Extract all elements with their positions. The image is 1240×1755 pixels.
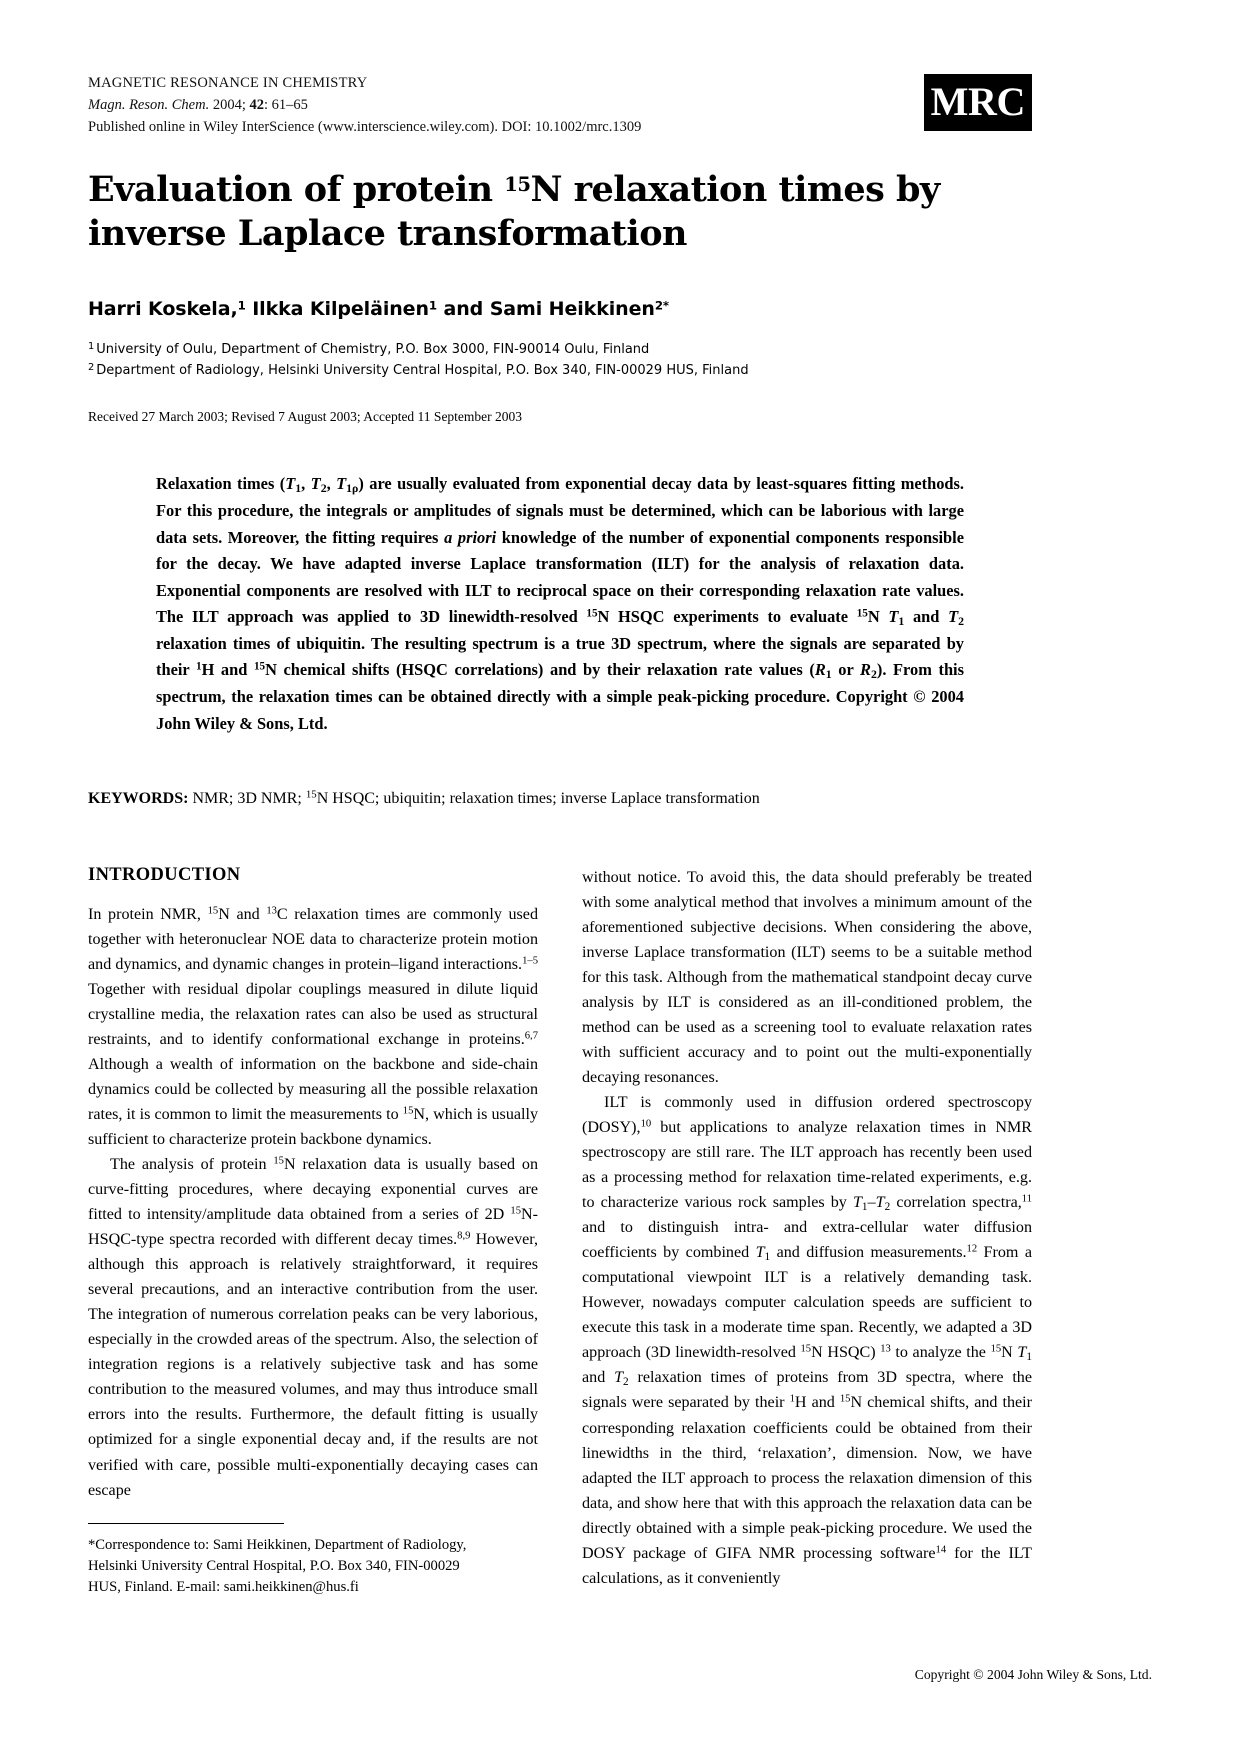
abstract-symbol-T2: T bbox=[310, 474, 321, 494]
title-part-2: N relaxation times by inverse Laplace transformation bbox=[88, 169, 940, 255]
left-column bbox=[88, 865, 538, 1598]
abstract-symbol-T1: T bbox=[888, 607, 899, 627]
paragraph bbox=[582, 1090, 1032, 1590]
abstract-seg: N chemical shifts (HSQC correlations) and by their relaxation rate values ( bbox=[265, 660, 815, 680]
text-seg: relaxation times of proteins from 3D spectra, where the signals were separated by their bbox=[582, 1369, 1032, 1412]
corresponding-author-asterisk: * bbox=[662, 298, 669, 313]
symbol-T1: T bbox=[755, 1244, 765, 1262]
citation-ref: 10 bbox=[640, 1118, 652, 1130]
left-column-body bbox=[88, 902, 538, 1502]
correspondence-footnote bbox=[88, 1535, 538, 1599]
abstract-sub: 1 bbox=[898, 614, 905, 629]
affiliation-list bbox=[88, 339, 1032, 381]
abstract-seg: and bbox=[904, 607, 949, 627]
author-3-affiliation-marker: 2 bbox=[654, 298, 663, 313]
paragraph bbox=[88, 1152, 538, 1502]
text-seg: and to distinguish intra- and extra-cellular water diffusion coefficients by combined bbox=[582, 1219, 1032, 1262]
published-online-line: Published online in Wiley InterScience (www.interscience.wiley.com). DOI: 10.1002/mrc.1309 bbox=[88, 119, 642, 136]
received-revised-accepted-line: Received 27 March 2003; Revised 7 August 2003; Accepted 11 September 2003 bbox=[88, 409, 523, 425]
abstract-isotope-15: 15 bbox=[253, 660, 266, 673]
text-seg: but applications to analyze relaxation times in NMR spectroscopy are still rare. The ILT approach has recently been used as a processing method for relaxation time-related experiments, e.g. to characterize various rock samples by bbox=[582, 1119, 1032, 1212]
keywords-isotope-15: 15 bbox=[305, 788, 317, 801]
citation-ref: 13 bbox=[880, 1343, 891, 1355]
abstract-isotope-15: 15 bbox=[586, 607, 598, 620]
footnote-line: *Correspondence to: Sami Heikkinen, Department of Radiology, bbox=[88, 1536, 467, 1553]
text-seg: N-HSQC-type spectra recorded with different decay times. bbox=[88, 1206, 538, 1249]
author-1-affiliation-marker: 1 bbox=[237, 298, 246, 313]
citation-ref: 6,7 bbox=[524, 1030, 538, 1042]
text-seg: and diffusion measurements. bbox=[770, 1244, 967, 1262]
abstract-sub: 2 bbox=[958, 614, 965, 629]
affiliation-marker: 1 bbox=[88, 341, 95, 353]
isotope-15-icon: 15 bbox=[990, 1343, 1002, 1355]
author-2-name: Ilkka Kilpeläinen bbox=[245, 298, 429, 321]
subscript: 2 bbox=[884, 1201, 891, 1214]
text-seg: N bbox=[1001, 1344, 1018, 1362]
abstract-sub: 1 bbox=[295, 481, 302, 496]
abstract-sub: 1ρ bbox=[346, 481, 359, 496]
symbol-T1: T bbox=[852, 1194, 862, 1212]
abstract-seg: or bbox=[831, 660, 861, 680]
abstract-seg: , bbox=[326, 474, 337, 494]
isotope-15-icon: 15 bbox=[800, 1343, 812, 1355]
page-title bbox=[88, 168, 1018, 256]
subscript: 1 bbox=[1026, 1351, 1032, 1364]
text-seg: and bbox=[582, 1369, 615, 1387]
isotope-15-icon: 15 bbox=[402, 1105, 414, 1117]
abstract-symbol-R1: R bbox=[814, 660, 826, 680]
affiliation-item bbox=[88, 339, 1032, 360]
text-seg: N relaxation data is usually based on curve-fitting procedures, where decaying exponential curves are fitted to intensity/amplitude data obtained from a series of 2D bbox=[88, 1156, 538, 1224]
text-seg: Although a wealth of information on the backbone and side-chain dynamics could be collected by measuring all the possible relaxation rates, it is common to limit the measurements to bbox=[88, 1056, 538, 1124]
abstract-italic-a-priori: a priori bbox=[444, 527, 497, 547]
text-seg: to analyze the bbox=[890, 1344, 991, 1362]
journal-issue-line bbox=[88, 94, 1032, 116]
abstract-sub: 2 bbox=[320, 481, 327, 496]
masthead-text bbox=[88, 72, 1032, 138]
keywords-label: KEYWORDS: bbox=[88, 790, 189, 808]
abstract-symbol-T1: T bbox=[285, 474, 296, 494]
citation-ref: 11 bbox=[1021, 1193, 1032, 1205]
citation-ref: 14 bbox=[935, 1544, 947, 1556]
subscript: 1 bbox=[764, 1251, 771, 1264]
right-column-body bbox=[582, 865, 1032, 1590]
section-heading-introduction: INTRODUCTION bbox=[88, 865, 241, 886]
abstract-sub: 2 bbox=[870, 667, 877, 682]
symbol-T1: T bbox=[1017, 1344, 1027, 1362]
right-column bbox=[582, 865, 1032, 1590]
paragraph: without notice. To avoid this, the data should preferably be treated with some analytical method that involves a minimum amount of the aforementioned subjective decisions. When considering the above, inverse Laplace transformation (ILT) seems to be a suitable method for this task. Although from the mathematical standpoint decay curve analysis by ILT is considered as an ill-conditioned problem, the method can be used as a screening tool to evaluate relaxation rates with sufficient accuracy and to point out the multi-exponentially decaying resonances. bbox=[582, 869, 1032, 1087]
affiliation-item bbox=[88, 360, 1032, 381]
author-3-name: Sami Heikkinen bbox=[489, 298, 655, 321]
author-2-affiliation-marker: 1 bbox=[428, 298, 437, 313]
affiliation-text: Department of Radiology, Helsinki University Central Hospital, P.O. Box 340, FIN-00029 HUS, Finland bbox=[96, 363, 749, 379]
abstract-seg: Relaxation times ( bbox=[156, 474, 286, 494]
abstract-seg: ). From this spectrum, the relaxation times can be obtained directly with a simple peak-picking procedure. Copyright © 2004 John Wiley & Sons, Ltd. bbox=[156, 660, 964, 733]
text-seg: The analysis of protein bbox=[110, 1156, 274, 1174]
symbol-T2: T bbox=[875, 1194, 885, 1212]
journal-abbrev: Magn. Reson. Chem. bbox=[88, 97, 210, 114]
symbol-T2: T bbox=[614, 1369, 624, 1387]
abstract-symbol-T2: T bbox=[948, 607, 959, 627]
abstract-seg: relaxation times of ubiquitin. The resulting spectrum is a true 3D spectrum, where the signals are separated by their bbox=[156, 633, 964, 680]
affiliation-marker: 2 bbox=[88, 362, 95, 374]
footnote-line: HUS, Finland. E-mail: sami.heikkinen@hus.fi bbox=[88, 1579, 359, 1596]
footnote-line: Helsinki University Central Hospital, P.O. Box 340, FIN-00029 bbox=[88, 1557, 460, 1574]
citation-ref: 12 bbox=[966, 1243, 978, 1255]
author-1-name: Harri Koskela, bbox=[88, 298, 238, 321]
citation-ref: 1–5 bbox=[522, 955, 538, 967]
page-footer-copyright: Copyright © 2004 John Wiley & Sons, Ltd. bbox=[914, 1667, 1152, 1682]
journal-volume: 42 bbox=[249, 97, 264, 114]
journal-name: MAGNETIC RESONANCE IN CHEMISTRY bbox=[88, 75, 368, 91]
abstract bbox=[156, 471, 964, 737]
abstract-isotope-15: 15 bbox=[856, 607, 868, 620]
isotope-15-icon: 15 bbox=[510, 1205, 522, 1217]
masthead bbox=[88, 72, 1032, 138]
abstract-symbol-T1rho: T bbox=[336, 474, 347, 494]
isotope-15-icon: 15 bbox=[839, 1393, 851, 1405]
text-seg: N, which is usually sufficient to characterize protein backbone dynamics. bbox=[88, 1106, 538, 1149]
abstract-isotope-1h: 1 bbox=[195, 660, 202, 673]
subscript: 2 bbox=[623, 1376, 629, 1389]
isotope-1h-icon: 1 bbox=[789, 1393, 795, 1405]
body-columns bbox=[88, 865, 1032, 1598]
text-seg: ILT is commonly used in diffusion ordered spectroscopy (DOSY), bbox=[582, 1094, 1032, 1137]
abstract-sub: 1 bbox=[825, 667, 832, 682]
isotope-15-icon: 15 bbox=[273, 1155, 284, 1167]
text-seg: In protein NMR, bbox=[88, 906, 208, 924]
footnote-divider bbox=[88, 1523, 284, 1524]
abstract-seg: knowledge of the number of exponential components responsible for the decay. We have adapted inverse Laplace transformation (ILT) for the analysis of relaxation data. Exponential components are resolved with ILT to reciprocal space on their corresponding relaxation rate values. The ILT approach was applied to 3D linewidth-resolved bbox=[156, 527, 964, 627]
subscript: 1 bbox=[861, 1201, 868, 1214]
isotope-13-icon: 13 bbox=[266, 905, 277, 917]
abstract-seg: ) are usually evaluated from exponential decay data by least-squares fitting methods. For this procedure, the integrals or amplitudes of signals must be determined, which can be laborious with large data sets. Moreover, the fitting requires bbox=[156, 474, 964, 547]
author-conjunction: and bbox=[436, 298, 490, 321]
mrc-journal-logo: MRC bbox=[924, 74, 1032, 131]
keywords-part-2: N HSQC; ubiquitin; relaxation times; inverse Laplace transformation bbox=[316, 790, 760, 808]
text-seg: From a computational viewpoint ILT is a relatively demanding task. However, nowadays computer calculation speeds are sufficient to execute this task in a moderate time span. Recently, we adapted a 3D approach (3D linewidth-resolved bbox=[582, 1244, 1032, 1362]
journal-year: 2004; bbox=[209, 97, 250, 114]
paragraph bbox=[88, 902, 538, 1152]
abstract-seg: , bbox=[301, 474, 311, 494]
text-seg: Together with residual dipolar couplings measured in dilute liquid crystalline media, the relaxation rates can also be used as structural restraints, and to identify conformational exchange in proteins. bbox=[88, 981, 538, 1049]
text-seg: C relaxation times are commonly used together with heteronuclear NOE data to characterize protein motion and dynamics, and dynamic changes in protein–ligand interactions. bbox=[88, 906, 538, 974]
abstract-seg: H and bbox=[201, 660, 254, 680]
text-seg: – bbox=[867, 1194, 876, 1212]
page-content bbox=[88, 72, 1032, 1598]
author-list bbox=[88, 298, 1032, 320]
journal-pages: : 61–65 bbox=[264, 97, 308, 114]
abstract-seg: N HSQC experiments to evaluate bbox=[597, 607, 857, 627]
text-seg: N HSQC) bbox=[811, 1344, 881, 1362]
text-seg: for the ILT calculations, as it conveniently bbox=[582, 1544, 1032, 1587]
keywords-part-1: NMR; 3D NMR; bbox=[188, 790, 306, 808]
title-part-1: Evaluation of protein bbox=[88, 169, 505, 211]
text-seg: H and bbox=[794, 1394, 840, 1412]
text-seg: N chemical shifts, and their corresponding relaxation coefficients could be obtained from their linewidths in the third, ‘relaxation’, dimension. Now, we have adapted the ILT approach to process the relaxation dimension of this data, and show here that with this approach the relaxation data can be directly obtained with a simple peak-picking procedure. We used the DOSY package of GIFA NMR processing software bbox=[582, 1394, 1033, 1562]
abstract-seg: N bbox=[867, 607, 889, 627]
citation-ref: 8,9 bbox=[457, 1230, 471, 1242]
text-seg: correlation spectra, bbox=[890, 1194, 1022, 1212]
affiliation-text: University of Oulu, Department of Chemistry, P.O. Box 3000, FIN-90014 Oulu, Finland bbox=[96, 342, 650, 358]
abstract-symbol-R2: R bbox=[860, 660, 871, 680]
keywords-line bbox=[88, 787, 1032, 811]
text-seg: N and bbox=[218, 906, 267, 924]
isotope-15-icon: 15 bbox=[207, 905, 219, 917]
text-seg: However, although this approach is relatively straightforward, it requires several precautions, and an interactive contribution from the user. The integration of numerous correlation peaks can be very laborious, especially in the crowded areas of the spectrum. Also, the selection of integration regions is a relatively subjective task and has some contribution to the measured volumes, and may thus introduce small errors into the results. Furthermore, the default fitting is usually optimized for a single exponential decay and, if the results are not verified with care, possible multi-exponentially decaying cases can escape bbox=[88, 1231, 538, 1499]
title-isotope-15: 15 bbox=[504, 172, 531, 196]
